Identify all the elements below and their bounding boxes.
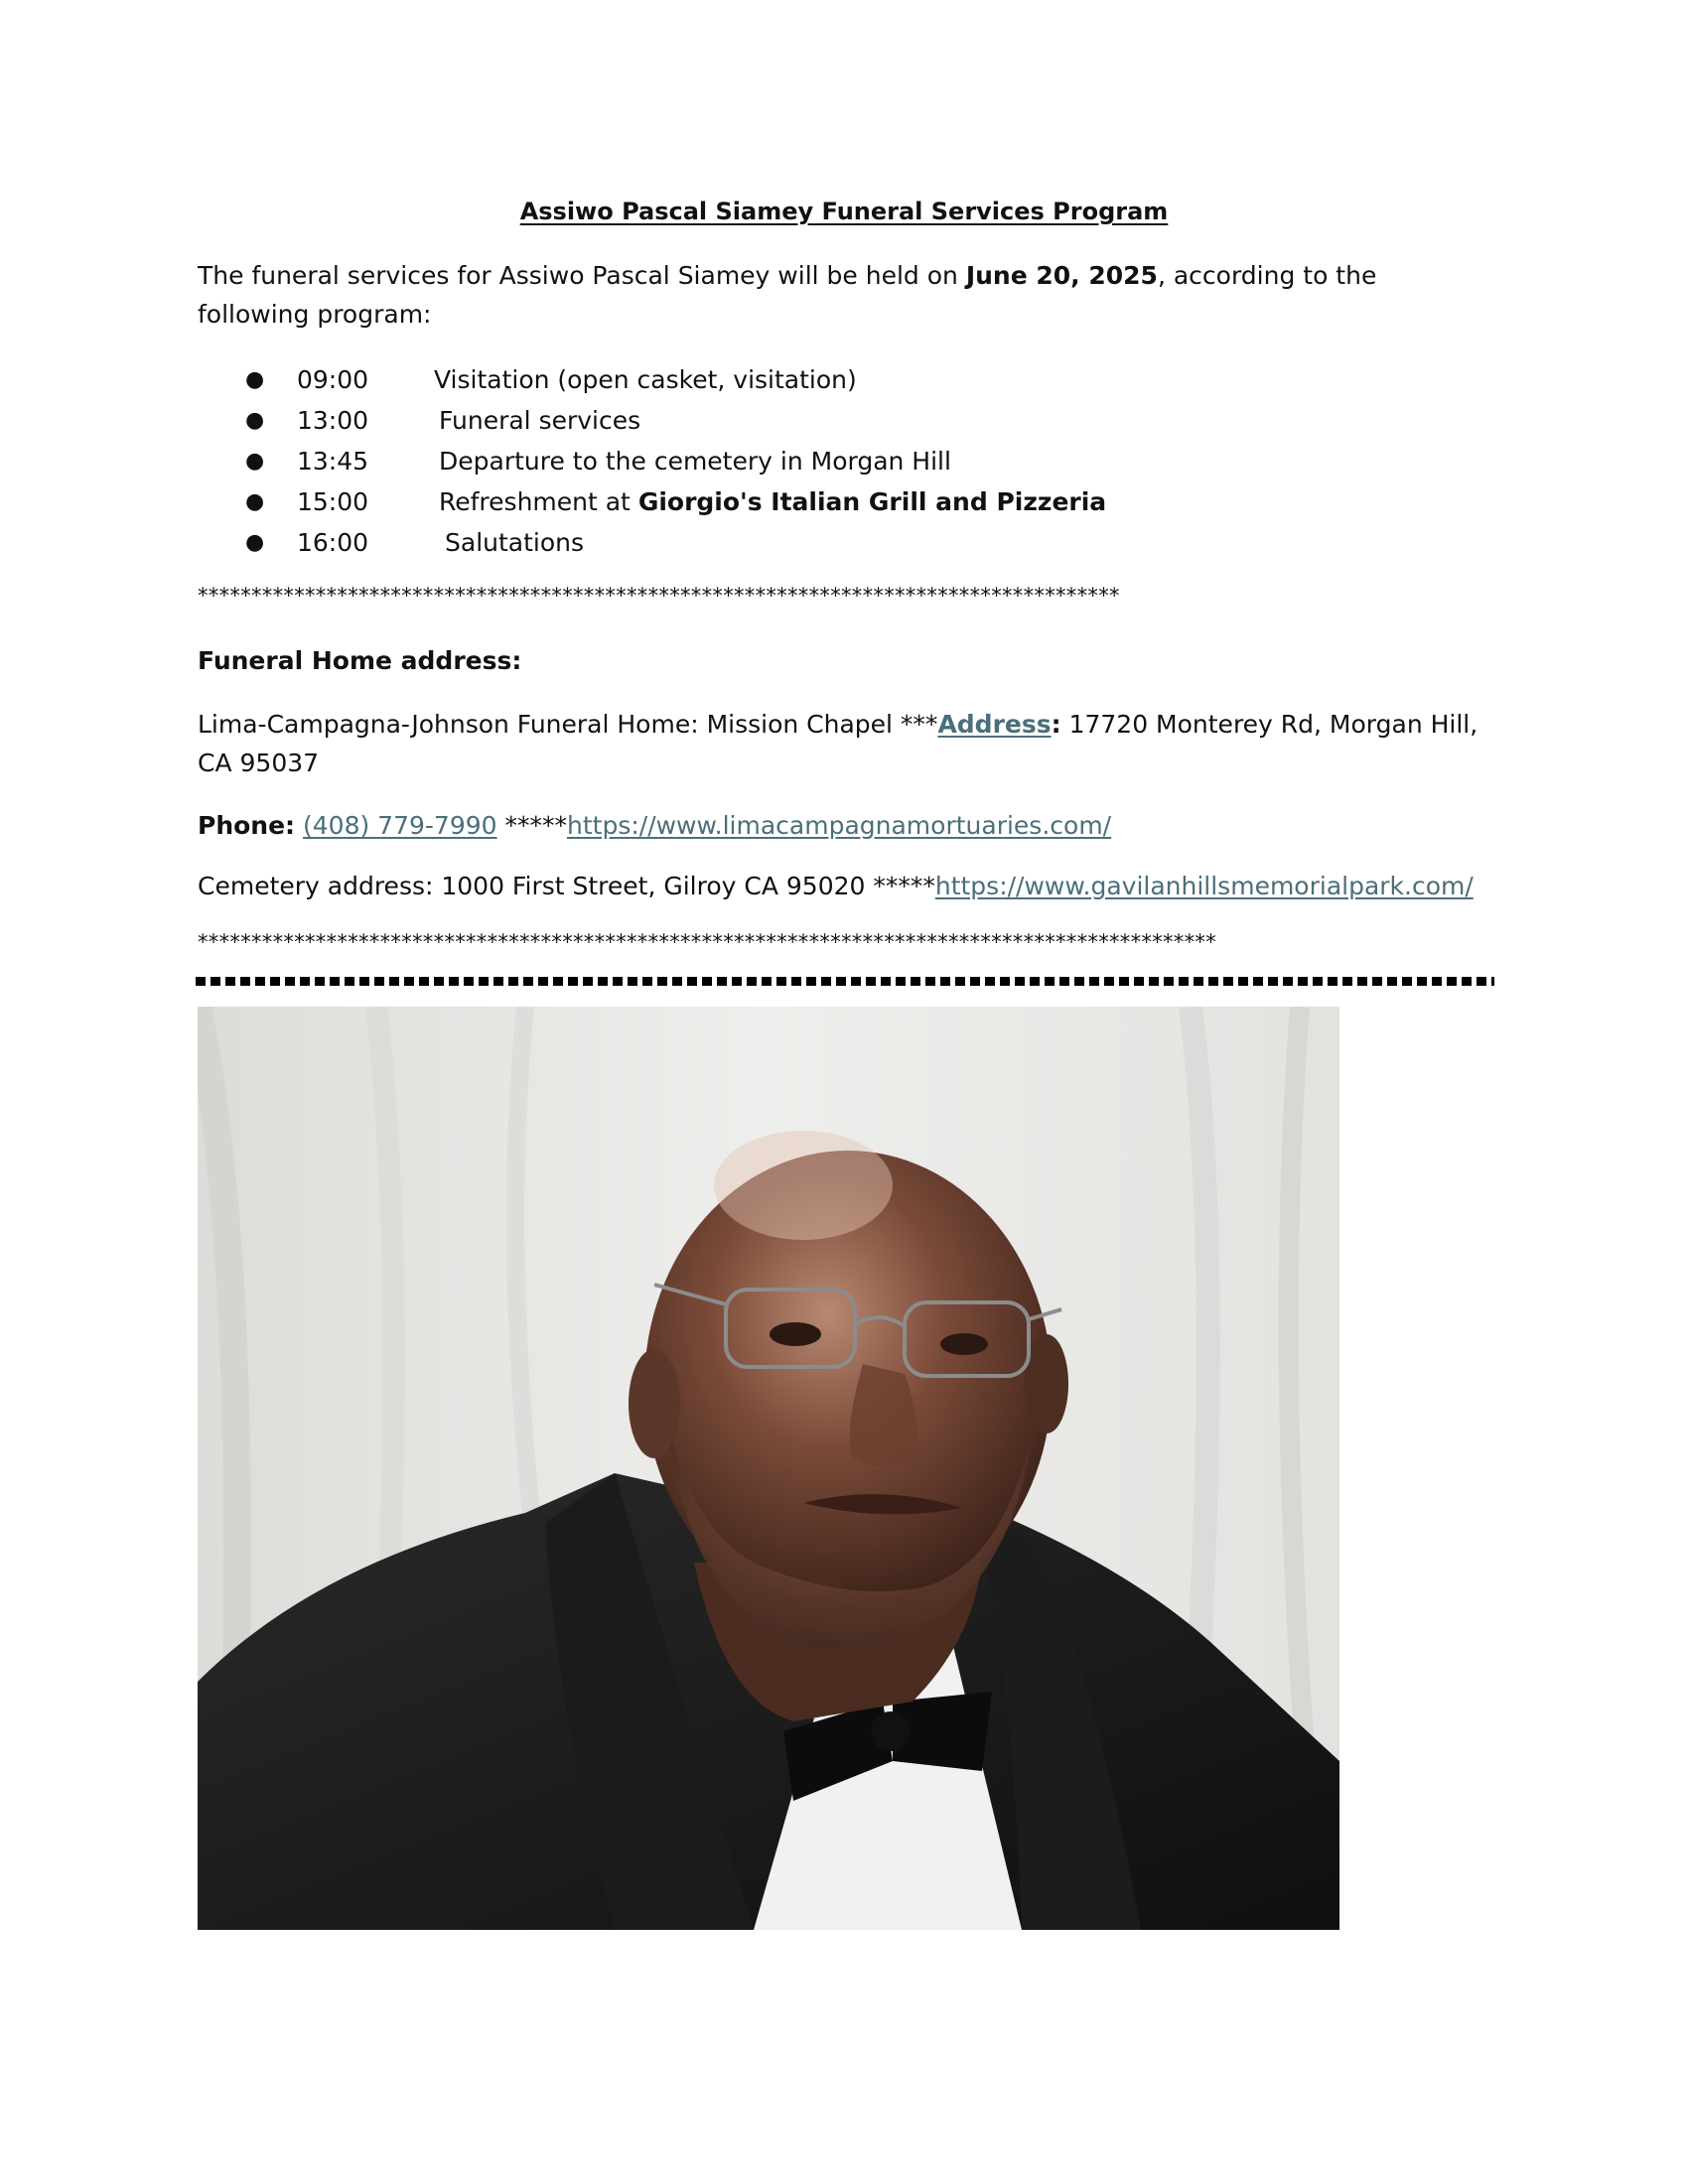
dashed-divider bbox=[196, 977, 1494, 986]
address-colon: : bbox=[1051, 710, 1061, 739]
funeral-home-name: Lima-Campagna-Johnson Funeral Home: Mission Chapel *** bbox=[198, 710, 938, 739]
service-date: June 20, 2025 bbox=[965, 261, 1158, 290]
intro-text-end: , according to the following program: bbox=[198, 261, 1377, 329]
address-link[interactable]: Address bbox=[937, 710, 1052, 739]
program-time: 13:00 bbox=[297, 406, 369, 435]
phone-line bbox=[198, 806, 1488, 845]
phone-label: Phone: bbox=[198, 811, 296, 840]
page-title: Assiwo Pascal Siamey Funeral Services Program bbox=[519, 198, 1169, 225]
list-item bbox=[198, 359, 1488, 400]
program-time: 13:45 bbox=[297, 447, 369, 476]
funeral-home-address bbox=[198, 705, 1488, 782]
program-time: 09:00 bbox=[297, 365, 369, 394]
cemetery-website-link[interactable]: https://www.gavilanhillsmemorialpark.com/ bbox=[934, 872, 1474, 900]
bullet-icon: ● bbox=[245, 449, 265, 474]
program-description: Visitation (open casket, visitation) bbox=[434, 365, 857, 394]
program-list bbox=[198, 359, 1488, 563]
program-description-text: Refreshment at bbox=[439, 487, 638, 516]
separator-stars: ************************************************************************************** bbox=[198, 584, 1120, 608]
program-description bbox=[439, 481, 1106, 522]
intro-paragraph bbox=[198, 256, 1488, 334]
bullet-icon: ● bbox=[245, 408, 265, 433]
program-description: Funeral services bbox=[439, 406, 641, 435]
list-item bbox=[198, 400, 1488, 441]
funeral-home-website-link[interactable]: https://www.limacampagnamortuaries.com/ bbox=[567, 811, 1112, 840]
address-text: 17720 Monterey Rd, Morgan Hill, CA 95037 bbox=[198, 710, 1478, 777]
program-description: Departure to the cemetery in Morgan Hill bbox=[439, 447, 951, 476]
phone-separator: ***** bbox=[496, 811, 567, 840]
bullet-icon: ● bbox=[245, 489, 265, 514]
intro-text: The funeral services for Assiwo Pascal Siamey will be held on bbox=[198, 261, 966, 290]
cemetery-line bbox=[198, 867, 1488, 905]
list-item bbox=[198, 441, 1488, 481]
list-item bbox=[198, 522, 1488, 563]
funeral-home-heading: Funeral Home address: bbox=[198, 646, 522, 675]
restaurant-name: Giorgio's Italian Grill and Pizzeria bbox=[637, 487, 1107, 516]
phone-link[interactable]: (408) 779-7990 bbox=[303, 811, 497, 840]
bullet-icon: ● bbox=[245, 530, 265, 555]
program-description: Salutations bbox=[445, 528, 585, 557]
list-item bbox=[198, 481, 1488, 522]
program-time: 16:00 bbox=[297, 528, 369, 557]
portrait-photo bbox=[198, 1007, 1339, 1930]
separator-stars: *********************************************************************************************** bbox=[198, 930, 1216, 954]
bullet-icon: ● bbox=[245, 367, 265, 392]
cemetery-address: Cemetery address: 1000 First Street, Gilroy CA 95020 ***** bbox=[198, 872, 935, 900]
program-time: 15:00 bbox=[297, 487, 369, 516]
